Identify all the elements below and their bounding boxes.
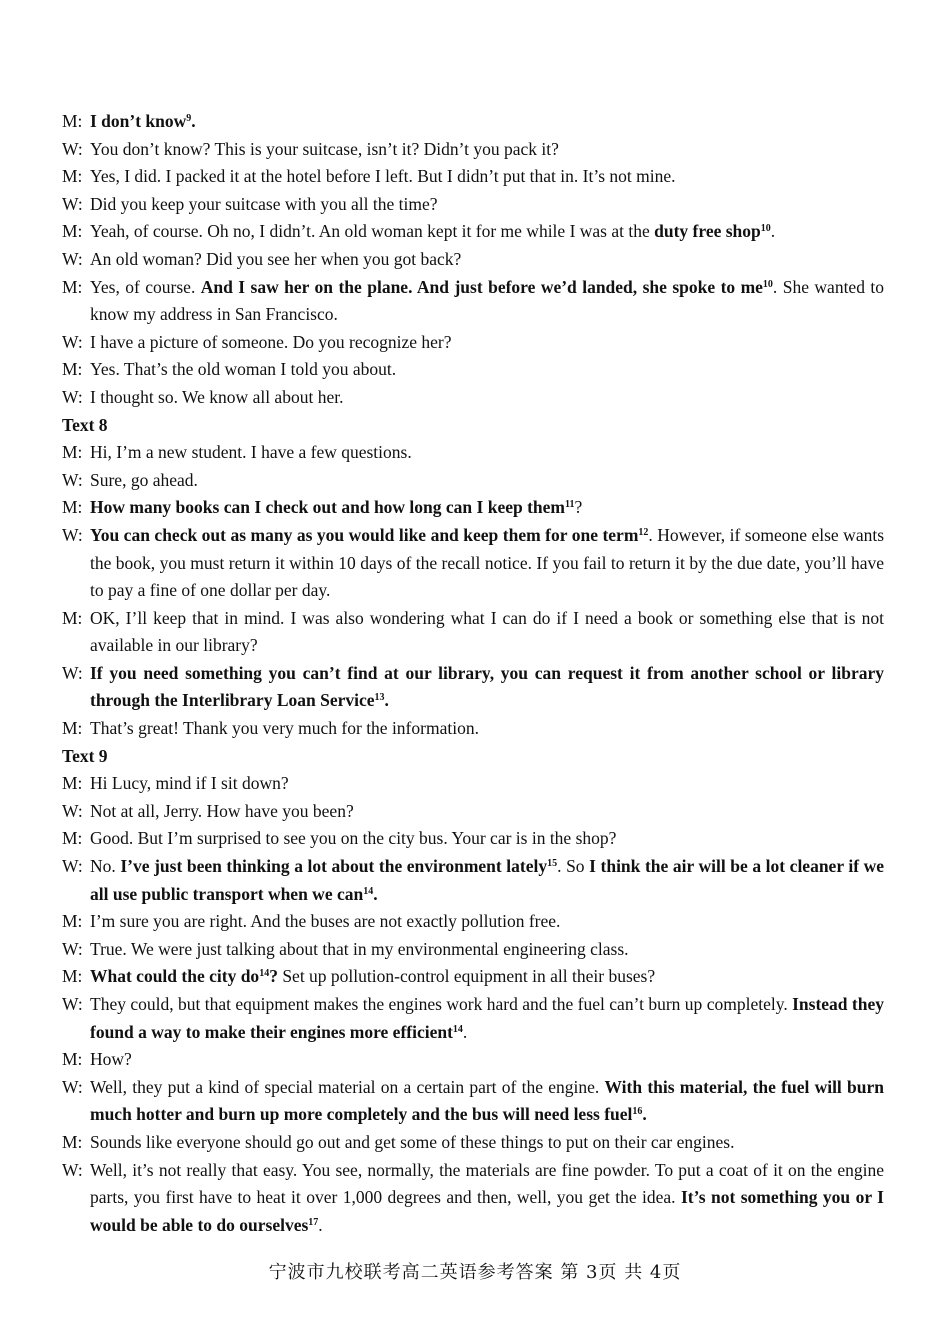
dialogue-text: They could, but that equipment makes the engines work hard and the fuel can’t burn up completely. (90, 994, 793, 1014)
dialogue-text: . So (557, 856, 590, 877)
dialogue-line (62, 1129, 884, 1157)
dialogue-line (62, 991, 884, 1046)
dialogue-text: Did you keep your suitcase with you all the time? (90, 193, 438, 214)
dialogue-line (62, 329, 884, 357)
answer-highlight: duty free shop (654, 221, 761, 242)
answer-number: 17 (308, 1216, 319, 1228)
dialogue-text: I thought so. We know all about her. (90, 386, 344, 407)
answer-highlight: You can check out as many as you would like and keep them for one term (90, 524, 639, 545)
dialogue-text: . (462, 1021, 468, 1042)
answer-number: 14 (452, 1023, 463, 1035)
dialogue-text: Not at all, Jerry. How have you been? (90, 800, 354, 821)
answer-highlight: How many books can I check out and how long can I keep them (90, 497, 565, 518)
speaker-label: W: (62, 938, 83, 959)
speaker-label: W: (62, 1076, 83, 1097)
dialogue-line (62, 467, 884, 495)
speaker-label: M: (62, 442, 83, 463)
speaker-label: M: (62, 966, 83, 987)
speaker-label: M: (62, 773, 83, 794)
dialogue-line (62, 439, 884, 467)
answer-highlight: I think the air will be a lot cleaner if we all use public transport when we can (90, 856, 885, 904)
dialogue-text: I have a picture of someone. Do you recognize her? (90, 331, 452, 352)
dialogue-text: . (318, 1214, 323, 1235)
speaker-label: W: (62, 386, 83, 407)
speaker-label: W: (62, 248, 83, 269)
transcript-body (62, 108, 884, 1239)
speaker-label: M: (62, 911, 83, 932)
answer-highlight: . (191, 111, 196, 131)
answer-number: 11 (565, 499, 575, 511)
dialogue-text: Well, it’s not really that easy. You see, normally, the materials are fine powder. To put a coat of it on the engine parts, you first have to heat it over 1,000 degrees and then, well, you get the idea. (90, 1159, 884, 1208)
answer-number: 15 (547, 858, 558, 870)
dialogue-line (62, 494, 884, 522)
speaker-label: W: (62, 138, 83, 159)
speaker-label: M: (62, 359, 83, 380)
answer-number: 10 (760, 223, 771, 235)
speaker-label: M: (62, 1049, 83, 1070)
dialogue-line (62, 274, 884, 329)
answer-number: 13 (374, 692, 385, 704)
speaker-label: W: (62, 856, 83, 877)
speaker-label: M: (62, 111, 83, 131)
answer-number: 14 (259, 968, 270, 980)
dialogue-text: Hi Lucy, mind if I sit down? (90, 773, 289, 794)
answer-highlight: If you need something you can’t find at our library, you can request it from another school or library through the Interlibrary Loan Service (90, 662, 884, 711)
dialogue-line (62, 853, 884, 908)
dialogue-text: You don’t know? This is your suitcase, isn’t it? Didn’t you pack it? (90, 138, 559, 159)
speaker-label: M: (62, 166, 83, 187)
answer-number: 9 (186, 113, 192, 124)
dialogue-text: Sure, go ahead. (90, 469, 198, 490)
speaker-label: W: (62, 994, 83, 1014)
section-heading: Text 9 (62, 745, 108, 766)
dialogue-line (62, 825, 884, 853)
dialogue-text: . She wanted to know my address in San Francisco. (90, 276, 884, 325)
dialogue-line (62, 963, 884, 991)
dialogue-text: OK, I’ll keep that in mind. I was also wondering what I can do if I need a book or something else that is not available in our library? (90, 607, 884, 656)
answer-highlight: . (642, 1104, 647, 1125)
speaker-label: W: (62, 662, 83, 683)
dialogue-line (62, 136, 884, 164)
answer-number: 10 (762, 278, 773, 290)
answer-highlight: It’s not something you or I would be able to do ourselves (90, 1187, 884, 1235)
dialogue-line (62, 163, 884, 191)
answer-highlight: . (384, 690, 389, 711)
dialogue-line (62, 798, 884, 826)
dialogue-line (62, 715, 884, 743)
speaker-label: M: (62, 497, 83, 518)
dialogue-text: True. We were just talking about that in my environmental engineering class. (90, 938, 629, 959)
speaker-label: W: (62, 331, 83, 352)
answer-highlight: I don’t know (90, 111, 187, 131)
section-heading: Text 8 (62, 414, 108, 435)
answer-highlight: What could the city do (90, 966, 260, 987)
answer-highlight: With this material, the fuel will burn much hotter and burn up more completely and the bus will need less fuel (90, 1076, 884, 1125)
page-footer: 宁波市九校联考高二英语参考答案 第 3页 共 4页 (268, 1262, 682, 1283)
dialogue-line (62, 108, 884, 136)
speaker-label: W: (62, 800, 83, 821)
dialogue-text: Yes, of course. (90, 276, 201, 297)
answer-number: 14 (363, 885, 374, 897)
dialogue-line (62, 1157, 884, 1240)
dialogue-line (62, 356, 884, 384)
dialogue-text: How? (90, 1049, 132, 1070)
speaker-label: M: (62, 221, 83, 242)
speaker-label: M: (62, 718, 83, 739)
dialogue-line (62, 191, 884, 219)
dialogue-text: No. (90, 856, 121, 877)
dialogue-text: Good. But I’m surprised to see you on the city bus. Your car is in the shop? (90, 828, 617, 849)
dialogue-line (62, 246, 884, 274)
dialogue-line (62, 660, 884, 715)
dialogue-line (62, 218, 884, 246)
dialogue-text: Well, they put a kind of special material on a certain part of the engine. (90, 1076, 605, 1097)
dialogue-line (62, 1046, 884, 1074)
dialogue-line (62, 605, 884, 660)
dialogue-text: I’m sure you are right. And the buses are not exactly pollution free. (90, 911, 561, 932)
dialogue-text: Sounds like everyone should go out and get some of these things to put on their car engines. (90, 1131, 735, 1152)
answer-highlight: I’ve just been thinking a lot about the environment lately (120, 856, 548, 877)
speaker-label: M: (62, 1131, 83, 1152)
dialogue-line (62, 770, 884, 798)
dialogue-text: Yes, I did. I packed it at the hotel before I left. But I didn’t put that in. It’s not mine. (90, 166, 676, 187)
dialogue-line (62, 1074, 884, 1129)
dialogue-text: Hi, I’m a new student. I have a few questions. (90, 442, 412, 463)
answer-highlight: Instead they found a way to make their engines more efficient (90, 994, 884, 1042)
dialogue-text: Set up pollution-control equipment in all their buses? (277, 966, 656, 987)
answer-number: 12 (638, 526, 649, 538)
dialogue-line (62, 908, 884, 936)
dialogue-text: . (770, 221, 776, 242)
speaker-label: W: (62, 524, 83, 545)
speaker-label: M: (62, 607, 83, 628)
dialogue-line (62, 522, 884, 605)
answer-highlight: . (373, 883, 378, 904)
speaker-label: M: (62, 276, 83, 297)
dialogue-text: An old woman? Did you see her when you got back? (90, 248, 462, 269)
dialogue-text: Yeah, of course. Oh no, I didn’t. An old woman kept it for me while I was at the (90, 221, 655, 242)
speaker-label: W: (62, 1159, 83, 1180)
dialogue-text: ? (574, 497, 583, 518)
dialogue-text: . However, if someone else wants the book, you must return it within 10 days of the recall notice. If you fail to return it by the due date, you’ll have to pay a fine of one dollar per day. (90, 524, 885, 601)
answer-highlight: And I saw her on the plane. And just before we’d landed, she spoke to me (200, 276, 763, 297)
dialogue-text: Yes. That’s the old woman I told you about. (90, 359, 397, 380)
dialogue-line (62, 936, 884, 964)
dialogue-text: That’s great! Thank you very much for the information. (90, 718, 479, 739)
speaker-label: M: (62, 828, 83, 849)
answer-highlight: ? (269, 966, 278, 987)
dialogue-line (62, 384, 884, 412)
speaker-label: W: (62, 469, 83, 490)
speaker-label: W: (62, 193, 83, 214)
answer-number: 16 (632, 1106, 643, 1118)
